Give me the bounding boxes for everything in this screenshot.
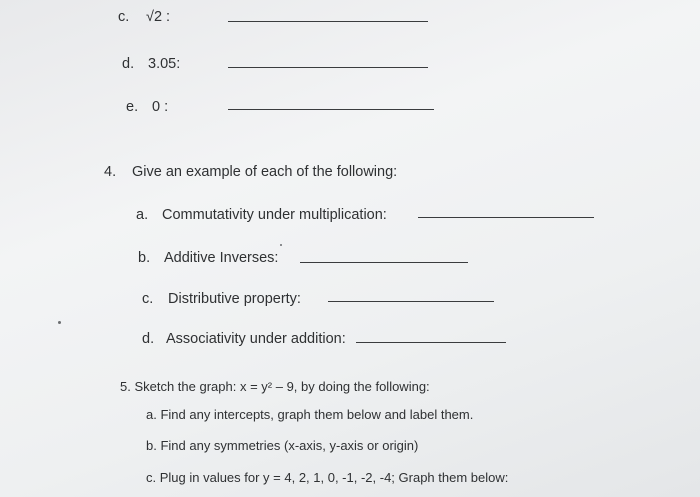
stray-dot-mark bbox=[58, 321, 61, 324]
item-3d-answer-line[interactable] bbox=[228, 67, 428, 68]
question-4-number: 4. bbox=[104, 164, 117, 180]
question-4-prompt: Give an example of each of the following: bbox=[132, 164, 398, 180]
item-4a-answer-line[interactable] bbox=[418, 217, 594, 218]
item-4b-answer-line[interactable] bbox=[300, 262, 468, 263]
item-4c-label: Distributive property: bbox=[168, 291, 301, 307]
item-4d-letter: d. bbox=[142, 331, 155, 347]
item-3d-label: 3.05: bbox=[148, 56, 181, 72]
item-3c-answer-line[interactable] bbox=[228, 21, 428, 22]
item-3c-letter: c. bbox=[118, 9, 130, 25]
item-3e-label: 0 : bbox=[152, 99, 169, 115]
item-4a-letter: a. bbox=[136, 207, 149, 223]
item-5a-text: a. Find any intercepts, graph them below and label them. bbox=[146, 407, 474, 422]
item-3e-letter: e. bbox=[126, 99, 139, 115]
item-5c-text: c. Plug in values for y = 4, 2, 1, 0, -1, -2, -4; Graph them below: bbox=[146, 470, 509, 485]
item-3d-letter: d. bbox=[122, 56, 135, 72]
item-3e-answer-line[interactable] bbox=[228, 109, 434, 110]
item-4d-answer-line[interactable] bbox=[356, 342, 506, 343]
item-4b-label: Additive Inverses: bbox=[164, 250, 279, 266]
item-3c-label: √2 : bbox=[146, 9, 171, 25]
question-5-prompt: 5. Sketch the graph: x = y² – 9, by doing the following: bbox=[120, 379, 430, 394]
item-5b-text: b. Find any symmetries (x-axis, y-axis or origin) bbox=[146, 438, 419, 453]
item-4a-label: Commutativity under multiplication: bbox=[162, 207, 387, 223]
item-4d-label: Associativity under addition: bbox=[166, 331, 346, 347]
item-4c-letter: c. bbox=[142, 291, 154, 307]
stray-tick-mark bbox=[280, 244, 282, 246]
item-4c-answer-line[interactable] bbox=[328, 301, 494, 302]
item-4b-letter: b. bbox=[138, 250, 151, 266]
